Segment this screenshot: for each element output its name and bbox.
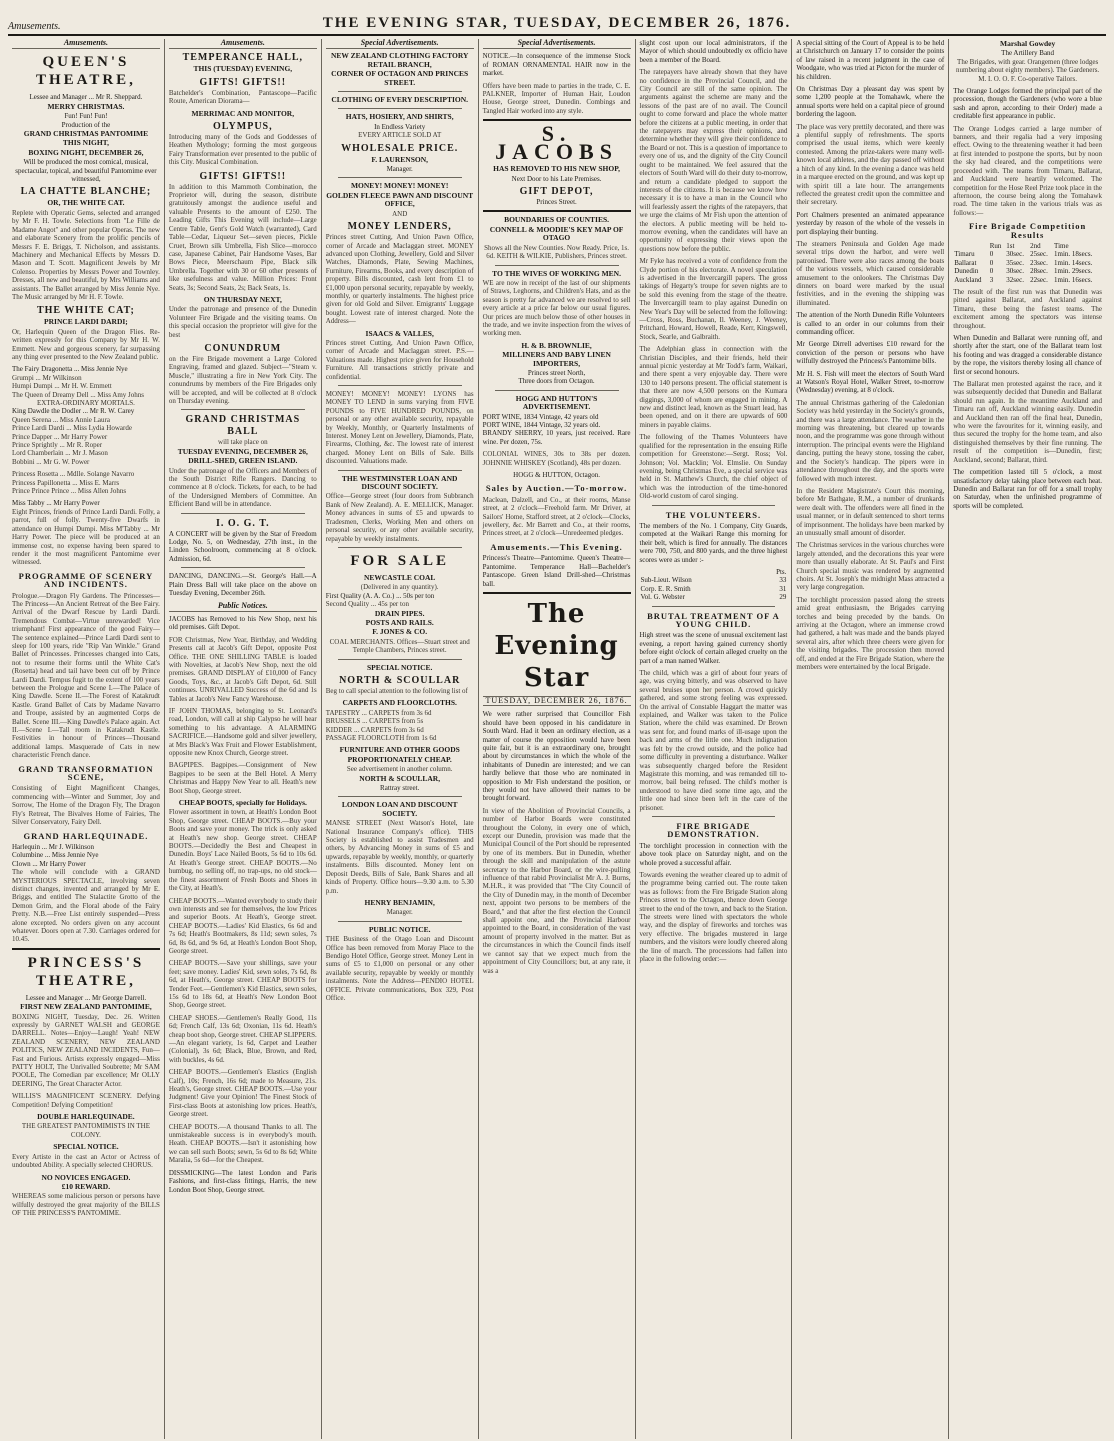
dimmick-notice: DISSMICKING—The latest London and Paris Fashions, and first-class fittings, Harris, the new London Boot Shop, George street.: [168, 1168, 317, 1194]
fire-brigade-heading: FIRE BRIGADE DEMONSTRATION.: [667, 820, 760, 840]
jones-co: F. JONES & CO.: [372, 627, 428, 637]
editorial-date: TUESDAY, DECEMBER 26, 1876.: [483, 696, 631, 706]
prince-lardi: PRINCE LARDI DARDI;: [44, 317, 128, 327]
cast-king: King Dawdle the Dodler ... Mr R. W. Carey: [12, 407, 135, 416]
queens-line-6: Will be produced the most comical, musical, spectacular, topical, and beautiful Pantomime ever witnessed,: [15, 158, 157, 184]
volunteers-heading: THE VOLUNTEERS.: [665, 509, 762, 520]
port-wine-2: PORT WINE, 1844 Vintage, 32 years old.: [482, 421, 601, 429]
white-cat: THE WHITE CAT;: [36, 305, 135, 317]
table-row: Timaru 0 30sec. 25sec. 1min. 18secs.: [954, 250, 1093, 259]
col5-text-1: slight cost upon our local administrators, if the Mayor of which should undoubtedly ex officio have been a member of the Board.: [639, 39, 788, 64]
queens-line-2: Production of the: [61, 120, 111, 129]
columns: [8, 39, 1106, 1439]
money-lenders: MONEY LENDERS,: [347, 221, 452, 233]
queens-line-4: THIS NIGHT,: [62, 138, 109, 148]
column-5: slight cost upon our local administrators, if the Mayor of which should undoubtedly ex officio have been a member of the Board. The ratepayers have already shown that they have no confidence in the Provincial Council, and the City Council are still of the same opinion. The arguments against the scheme are many and the lessons of the past are of no avail. The Council ought to come forward and place the whole matter before the citizens at a public meeting, in order that the ratepayers may express their opinions, and determine whether they will give their confidence to the Board or not. This is a question of importance to every one of us, and the dignity of the City Council ought to be maintained. We feel assured that the electors of South Ward will do their duty to-morrow, and return a candidate pledged to support the interests of the citizens. It is because we know how necessary it is to have a man in the Council who will fearlessly assert the rights of the ratepayers, that we urge the claims of Mr Fish upon the attention of the electors. A public meeting will be held to-morrow evening, when the candidates will have an opportunity of expressing their views upon the questions now before the public. Mr Fyke has received a vote of confidence from the Clyde portion of his electorate. A novel speculation is advertised in the Invercargill papers. The gross takings of Hegarty's troupe for seven nights are to be sold this evening from the stage of the theatre. The Invercargill team to play against Dunedin on New Year's Day will be selected from the following:—Cross, Ross, Buchanan, Il. Weeney, J. Weeney, Pritchard, Howard, Howell, Reade, Kerr, Kingswell, Stock, Searle, and Galbraith. The Adelphian glass in connection with the Christian Disciples, and their friends, held their annual picnic yesterday at Mr Todd's farm, Waikari, and there spent a very enjoyable day. There were 130 to 140 persons present. The official statement is that there are now 4,500 persons on the Kumara diggings, 3,000 of whom are engaged in mining. A new and distinct lead, known as the Stuart lead, has been opened, and on it there are upwards of 600 miners in payable claims. The following of the Thames Volunteers have qualified for the representation in the ensuing Rifle competition for Greenstone:—Sergt. Ross; Vol. Johnson; Vol. Macklin; Vol. Elmslie. On Sunday evening, being Christmas Eve, a special service was held in St. Matthew's Church, the chief object of which was the introduction of the time-honored Old-world custom of carol singing. THE VOLUNTEERS. The members of the No. 1 Company, City Guards, competed at the Waikari Range this morning for their belt, which is fired for annually. The distances were 700, 750, and 800 yards, and the three highest scores were as under :- Pts. Sub-Lieut. Wilson 33 Corp. E. R. Smith 31 Vol. G. Webster 29 BRUTAL TREATMENT OF A YOUNG CHILD. High street was the scene of unusual excitement last evening, a report having gained currency shortly before eight o'clock of certain alleged cruelty on the part of a man named Walker. The child, which was a girl of about four years of age, was crying bitterly, and was observed to have several bruises upon her person. A crowd quickly gathered, and some strong feeling was expressed. On the arrival of Constable Haggart the matter was explained, and Walker was taken to the Police Station, where the child was examined. Dr Brown was sent for, and found marks of ill-usage upon the back and arms of the little one. Much indignation was felt by the crowd outside, and the police had some difficulty in preventing a disturbance. Walker was subsequently charged before the Resident Magistrate this morning, and was remanded till to-morrow, bail being refused. The child's mother is understood to have died some time ago, and the little one had since been left in the care of the prisoner. FIRE BRIGADE DEMONSTRATION. The torchlight procession in connection with the above took place on Saturday night, and on the whole proved a successful affair. Towards evening the weather cleared up to admit of the programme being carried out. The route taken was as follows: from the Fire Brigade Station along Princes street to the Octagon, thence down George street to the end of the town, and back to the Station. The streets were lined with spectators the whole way, and the display of fireworks and torches was very effective. The brigades mustered in large numbers, and the visitors were loudly cheered along the line of march. The processions had fallen into place in the following order:—: [636, 39, 793, 1439]
london-loan: LONDON LOAN AND DISCOUNT SOCIETY.: [341, 800, 458, 818]
artillery-band: The Artillery Band: [1001, 49, 1055, 58]
col6-text-6: Mr H. S. Fish will meet the electors of South Ward at Watson's Royal Hotel, Walker Street, to-morrow (Wednesday) evening, at 8 o'clock.: [796, 369, 945, 395]
laurenson: F. LAURENSON,: [371, 154, 428, 164]
olympus: OLYMPUS,: [213, 121, 273, 133]
christmas-ball-title: GRAND CHRISTMAS BALL: [185, 414, 301, 438]
column-1: Amusements. QUEEN'S THEATRE, Lessee and Manager ... Mr R. Sheppard. MERRY CHRISTMAS. Fun! Fun! Fun! Production of the GRAND CHRISTMAS PANTOMIME THIS NIGHT, BOXING NIGHT, DECEMBER 26, Will be produced the most comical, musical, spectacular, topical, and beautiful Pantomime ever witnessed, LA CHATTE BLANCHE; OR, THE WHITE CAT. Replete with Operatic Gems, selected and arranged by Mr F. H. Towle. Selections from "Le Fille de Madame Angot" and other popular Operas. The new and elaborate Scenery from the prolific pencils of Messrs F. E. Briggs, T. Nicholson, and assistants. Machinery and Mechanical Effects by Messrs D. Mason and T. Scott. Magnificent Jewels by Mr Colenso. Properties by Messrs Power and Townley. Dresses, all new and beautiful, by Mrs Williams and assistants. The Ballet arranged by Miss Jennie Nye. The Music arranged by Mr H. F. Towle. THE WHITE CAT; PRINCE LARDI DARDI; Or, Harlequin Queen of the Dragon Flies. Re-written expressly for this Company by Mr H. W. Emmett. New and gorgeous scenery, far surpassing any thing ever presented to the New Zealand public. The Fairy Dragonetta ... Miss Jennie Nye Grumpi ... Mr Wilkinson Humpi Dumpi ... Mr H. W. Emmett The Queen of Dreamy Dell ... Miss Amy Johns EXTRA-ORDINARY MORTALS. King Dawdle the Dodler ... Mr R. W. Carey Queen Serena ... Miss Annie Laura Prince Lardi Dardi ... Miss Lydia Howarde Prince Dapper ... Mr Harry Power Prince Sprightly ... Mr R. Roper Lord Chamberlain ... Mr J. Mason Bobbini ... Mr G. W. Power Princess Rosetta ... Mdlle. Solange Navarro Princess Papillonetta ... Miss E. Marrs Prince Prince Prince ... Miss Allen Johns Miss Tabby ... Mr Harry Power Eight Princes, friends of Prince Lardi Dardi. Folly, a parrot, full of folly. Twenty-five Dwarfs in attendance on Humpi Dumpi. Miss M'Tabby ... Mr Harry Power. The piece will be produced at an immense cost, no expense having been spared to render it the most magnificent Pantomime ever witnessed. PROGRAMME OF SCENERY AND INCIDENTS. Prologue.—Dragon Fly Gardens. The Princesses—The Princess—An Ancient Retreat of the Bee Fairy. Arrival of the Dwarf Rescue by Lardi Dardi. Tremendous Combat—Virtue unrewarded! Vice triumphant! First appearance of the good Fairy—The sentence explained—Prince Lardi Dardi sent to sleep for 100 years, ride "Rip Van Winkle." Grand Ballet of Princesses. Princesses changed into Cats, not to resume their forms until the White Cat's (Rosetta) head and tail have been cut off by Prince Lardi Dardi. Tempus fugit to the extent of 100 years between the Prologue and Scene I.—The Palace of King Dawdle. Scene II.—The Forest of Katakrudt Kastle. Grand Ballet of Cats by Madame Navarro and Troupe, assisted by an augmented Corps de Ballet. Scene III.—King Dawdle's Palace again. Act II.—Scene I.—Tall room in Katakrudt Kastle. Festivities in honour of Princes—Thousand additional lamps. Masquerade of Cats in new characteristic French dance. GRAND TRANSFORMATION SCENE, Consisting of Eight Magnificent Changes, commencing with—Winter and Summer, Joy and Sorrow, The Home of the Dragon Fly, The Dragon Fly's Retreat, The Bivalves Home of Fairies, The Silver Conservatory, Fairy Dell. GRAND HARLEQUINADE. Harlequin ... Mr J. Wilkinson Columbine ... Miss Jennie Nye Clown ... Mr Harry Power The whole will conclude with a GRAND MYSTERIOUS SPECTACLE, involving seven distinct changes, invented and arranged by Mr E. Briggs, and entitled The Stalactite Grotto of the Demon Grim, and the Floral abode of the Fairy Pretty. N.B.—Free List entirely suspended—Press alone excepted. No orders given on any account whatever. Doors open at 7.30. Carriages ordered for 10.45. PRINCESS'S THEATRE, Lessee and Manager ... Mr George Darrell. FIRST NEW ZEALAND PANTOMIME, BOXING NIGHT, Tuesday, Dec. 26. Written expressly by GARNET WALSH and GEORGE DARRELL. Notes—Enjoy—Laugh! Yeah! NEW ZEALAND SCENERY, NEW ZEALAND POLITICS, NEW ZEALAND INCIDENTS, Fun—Fast and Furious. Artists expressly engaged—Miss PATTY HOLT, The Unrivalled Soubrette; Mr SAM POOLE, The Comedian par excellence; Mr OLLY DEERING, The Great Character Actor. WILLIS'S MAGNIFICENT SCENERY. Defying Competition! Defying Competition! DOUBLE HARLEQUINADE. THE GREATEST PANTOMIMISTS IN THE COLONY. SPECIAL NOTICE. Every Artiste in the cast an Actor or Actress of undoubted Ability. A specially selected CHORUS. NO NOVICES ENGAGED. £10 REWARD. WHEREAS some malicious person or persons have wilfully destroyed the great majority of the BILLS OF THE PRINCESS'S PANTOMIME.: [8, 39, 165, 1439]
henry-benjamin: HENRY BENJAMIN,: [364, 897, 435, 907]
endless-variety: In Endless Variety: [374, 122, 426, 131]
coal-price: First Quality (A. A. Co.) ... 50s per ton: [325, 591, 435, 600]
iogt-heading: I. O. G. T.: [215, 517, 270, 529]
column-heading: Special Advertisements.: [326, 39, 474, 49]
gifts-heading: GIFTS! GIFTS!!: [199, 76, 287, 88]
col6-text-2: On Christmas Day a pleasant day was spent by some 1,200 people at the Tomahawk, where the annual sports were held on a capital piece of ground bordering the lagoon.: [796, 85, 945, 119]
posts-rails: POSTS AND RAILS.: [365, 617, 434, 627]
for-sale: FOR SALE: [350, 552, 449, 569]
brutal-heading: BRUTAL TREATMENT OF A YOUNG CHILD.: [647, 610, 780, 629]
masthead-title: THE EVENING STAR, TUESDAY, DECEMBER 26, 1876.: [322, 15, 792, 31]
westminster: THE WESTMINSTER LOAN AND DISCOUNT SOCIETY.: [341, 473, 458, 492]
nz-clothing-factory: NEW ZEALAND CLOTHING FACTORY RETAIL BRANCH,: [330, 51, 469, 69]
cast-harlequin: Harlequin ... Mr J. Wilkinson: [12, 842, 95, 851]
princess-theatre-title: PRINCESS'S THEATRE,: [27, 954, 145, 989]
boundaries-heading: BOUNDARIES OF COUNTIES.: [504, 215, 610, 225]
clothing-corner: CORNER OF OCTAGON AND PRINCES STREET.: [331, 69, 469, 87]
panto-subtitle: OR, THE WHITE CAT.: [47, 198, 125, 208]
queens-theatre-title: QUEEN'S THEATRE,: [35, 54, 136, 89]
hair-notice: NOTICE.—In consequence of the immense Stock of ROMAN ORNAMENTAL HAIR now in the market.: [482, 52, 631, 78]
score-row: Sub-Lieut. Wilson 33: [640, 576, 787, 585]
cast-columbine: Columbine ... Miss Jennie Nye: [12, 851, 99, 860]
table-row: Auckland 3 32sec. 22sec. 1min. 16secs.: [954, 275, 1093, 284]
wholesale-price: WHOLESALE PRICE.: [341, 142, 459, 154]
princes-street: Princes Street.: [536, 198, 577, 207]
pts-header: Pts.: [776, 567, 787, 576]
cast-fairy: The Fairy Dragonetta ... Miss Jennie Nye: [12, 365, 128, 374]
carpets-floorcloths: CARPETS AND FLOORCLOTHS.: [342, 698, 457, 708]
jacobs-removed: HAS REMOVED TO HIS NEW SHOP,: [493, 164, 620, 174]
rattray-street: Rattray street.: [380, 784, 420, 793]
column-4: Special Advertisements. NOTICE.—In consequence of the immense Stock of ROMAN ORNAMENTAL HAIR now in the market. Offers have been made to parties in the trade, C. E. PALKNER, Importer of Human Hair, Loudon House, George street, Dunedin. Combings and Tangled Hair worked into any style. S. JACOBS HAS REMOVED TO HIS NEW SHOP, Next Door to his Late Premises. GIFT DEPOT, Princes Street. BOUNDARIES OF COUNTIES. CONNELL & MOODIE'S KEY MAP OF OTAGO Shows all the New Counties. Now Ready. Price, 1s. 6d. KEITH & WILKIE, Publishers, Princes street. TO THE WIVES OF WORKING MEN. WE are now in receipt of the last of our shipments of Straws, Leghorns, and Children's Hats, and as the season is pretty far advanced we are resolved to sell every article at a price far below our usual figures. Our prices are much below those of other houses in the trade, and we invite inspection from the wives of working men. H. & B. BROWNLIE, MILLINERS AND BABY LINEN IMPORTERS, Princes street North, Three doors from Octagon. HOGG AND HUTTON'S ADVERTISEMENT. PORT WINE, 1834 Vintage, 42 years old PORT WINE, 1844 Vintage, 32 years old. BRANDY SHERRY, 10 years, just received. Rare wine. Per dozen, 75s. COLONIAL WINES, 30s to 38s per dozen. JOHNNIE WHISKEY (Scotland), 48s per dozen. HOGG & HUTTON, Octagon. Sales by Auction.—To-morrow. Maclean, Dalzell, and Co., at their rooms, Manse street, at 2 o'clock—Freehold farm. Mr Driver, at Sailors' Home, Stafford street, at 2 o'clock—Clocks, jewellery, &c. Mr Barrett and Co., at their rooms, Princes street, at 2 o'clock—Unredeemed pledges. Amusements.—This Evening. Princess's Theatre—Pantomime. Queen's Theatre—Pantomime. Temperance Hall—Bachelder's Pantascope. Green Island Drill-shed—Christmas ball. The Evening Star TUESDAY, DECEMBER 26, 1876. We were rather surprised that Councillor Fish should have been opposed in his candidature in South Ward. Had it been an ordinary election, as a matter of course the opposition would have been quite fair, but it is an extraordinary one, brought about by circumstances in which the whole of the inhabitants of Dunedin are interested; and we can hardly believe that those who are nominated in opposition to Mr Fish understand the position, or they would not have allowed their names to be brought forward. In view of the Abolition of Provincial Councils, a number of Harbor Boards were constituted throughout the Colony, in every one of which, except our Dunedin, provision was made that the Municipal Council of the Port should be represented by one of its members. But in Dunedin, whether through the skill and manipulation of the astute secretary to the Harbor Board, or the wire-pulling influence of that rabid Provincialist Mr A. J. Burns, M.H.R., it was provided that "The City Council of the City of Dunedin may, in the month of December next, appoint two persons to be members of the Board," and that after the first election the Council shall appoint one, and the Provincial Harbour appointed to the Board, in consideration of the vast amount of property involved in the matter. But as the circumstances in which the Council finds itself we cannot say that we expect much from the appointment of City Councillors; but, at any rate, it was a: [479, 39, 636, 1439]
column-3: Special Advertisements. NEW ZEALAND CLOTHING FACTORY RETAIL BRANCH, CORNER OF OCTAGON AND PRINCES STREET. CLOTHING OF EVERY DESCRIPTION. HATS, HOSIERY, AND SHIRTS, In Endless Variety EVERY ARTICLE SOLD AT WHOLESALE PRICE. F. LAURENSON, Manager. MONEY! MONEY! MONEY! GOLDEN FLEECE PAWN AND DISCOUNT OFFICE, AND MONEY LENDERS, Princes street Cutting, And Union Pawn Office, corner of Arcade and Maclaggan street. MONEY advanced upon Clothing, Jewellery, Gold and Silver Watches, Diamonds, Plate, Sewing Machines, Furniture, Firearms, Books, and every description of property. Bills discounted, cash lent from £1 to £1,000 upon personal security, repayable by weekly, monthly, or quarterly instalments. The highest price given for old Gold and Silver. Emigrants' Luggage bought. Lowest rate of interest charged. Note the Address— ISAACS & VALLES, Princes street Cutting, And Union Pawn Office, corner of Arcade and Maclaggan street. P.S.—Valuations made. Highest price given for Household Furniture. All transactions strictly private and confidential. MONEY! MONEY! MONEY! LYONS has MONEY TO LEND in sums varying from FIVE POUNDS to FIVE HUNDRED POUNDS, on personal or any other available security, repayable by Weekly, Monthly, or Quarterly Instalments of Interest. Money Lent on Jewellery, Diamonds, Plate, Firearms, Clothing, &c. The lowest rate of interest charged. Money Lent on Bills of Sale. Bills discounted. Valuations made. THE WESTMINSTER LOAN AND DISCOUNT SOCIETY. Office—George street (four doors from Subbranch Bank of New Zealand). A. E. MELLICK, Manager. Money advances in sums of £5 and upwards to Tradesmen, Clerks, Working Men and others on personal security, or any other available security, repayable by weekly instalments. FOR SALE NEWCASTLE COAL (Delivered in any quantity). First Quality (A. A. Co.) ... 50s per ton Second Quality ... 45s per ton DRAIN PIPES. POSTS AND RAILS. F. JONES & CO. COAL MERCHANTS. Offices—Stuart street and Temple Chambers, Princes street. SPECIAL NOTICE. NORTH & SCOULLAR Beg to call special attention to the following list of CARPETS AND FLOORCLOTHS. TAPESTRY ... CARPETS from 3s 6d BRUSSELS ... CARPETS from 5s KIDDER ... CARPETS from 3s 6d PASSAGE FLOORCLOTH from 1s 6d FURNITURE AND OTHER GOODS PROPORTIONATELY CHEAP. See advertisement in another column. NORTH & SCOULLAR, Rattray street. LONDON LOAN AND DISCOUNT SOCIETY. MANSE STREET (Next Watson's Hotel, late National Insurance Company's office). THIS Society is established to assist Tradesmen and others, by Advancing Money in sums of £5 and upwards, repayable by weekly, monthly, or quarterly instalments. Bills discounted. Money lent on Deposit Deeds, Bills of Sale, Bank Shares and all kinds of Property. Office hours—9.30 a.m. to 5.30 p.m. HENRY BENJAMIN, Manager. PUBLIC NOTICE. THE Business of the Otago Loan and Discount Office has been removed from Moray Place to the Bendigo Hotel Office, George street. Money Lent in sums of £5 to £1,000 on personal or any other available security, repayable by weekly or monthly instalments. Note the Address—PENDIO HOTEL OFFICE. Private communications, Box 329, Post Office.: [322, 39, 479, 1439]
temperance-hall-title: TEMPERANCE HALL,: [182, 52, 304, 64]
volunteers-text: The members of the No. 1 Company, City Guards, competed at the Waikari Range this morning for their belt, which is fired for annually. The distances were 700, 750, and 800 yards, and the three highest scores were as under :-: [639, 521, 788, 564]
public-notice: PUBLIC NOTICE.: [368, 924, 431, 934]
masthead: [8, 8, 1106, 36]
concert-notice: A CONCERT will be given by the Star of Freedom Lodge, No. 5, on Wednesday, 27th inst., in the Linden Schoolroom, commencing at 8 o'clock. Admission, 6d.: [168, 529, 317, 563]
panto-title: LA CHATTE BLANCHE;: [20, 186, 152, 198]
auction-heading: Sales by Auction.—To-morrow.: [485, 483, 628, 494]
queens-line-1: Fun! Fun! Fun!: [64, 112, 108, 121]
queens-line-5: BOXING NIGHT, DECEMBER 26,: [28, 147, 144, 157]
col7-text-2: When Dunedin and Ballarat were running off, and shortly after the start, one of the Ballarat team lost his footing and was dragged a considerable distance by the rope, the visitors thereby losing all chance of first or second honours.: [953, 334, 1102, 376]
drill-shed: DRILL-SHED, GREEN ISLAND.: [188, 456, 298, 466]
gift-depot: GIFT DEPOT,: [519, 186, 594, 198]
column-2: Amusements. TEMPERANCE HALL, THIS (TUESDAY) EVENING, GIFTS! GIFTS!! Batchelder's Combination, Pantascope—Pacific Route, American Diorama— MERRIMAC AND MONITOR, OLYMPUS, Introducing many of the Gods and Goddesses of Heathen Mythology; forming the most gorgeous Fairy Transformation ever presented to the public of this City. Musical Combination. GIFTS! GIFTS!! In addition to this Mammoth Combination, the Proprietor will, during the season, distribute gratuitously amongst the audience useful and valuable Presents to the amount of £250. The Leading Gifts This Evening will include—Large Centre Table, Gent's Gold Watch (warranted), Card Table—Cedar, Liqueur Set—seven pieces, Pickle Cruet, Brown silk Umbrella, Fish Slice—morocco case, Japanese Cabinet, Pair Handsome Vases, Bar Bows Piece, Meerschaum Pipe, Black silk Umbrella. Together with 30 or 60 other presents of like usefulness and value. Million Prices: Front Seats, 3s; Second Seats, 2s; Back Seats, 1s. ON THURSDAY NEXT, Under the patronage and presence of the Dunedin Volunteer Fire Brigade and the visiting teams. On this special occasion the proprietor will give for the best CONUNDRUM on the Fire Brigade movement a Large Colored Engraving, framed and glazed. Subject—"Steam v. Muscle," illustrating a fire in New York City. The conundrums by members of the Fire Brigades only will be accepted, and will be collected at 8 o'clock on Thursday evening. GRAND CHRISTMAS BALL will take place on TUESDAY EVENING, DECEMBER 26, DRILL-SHED, GREEN ISLAND. Under the patronage of the Officers and Members of the South District Rifle Rangers. Dancing to commence at 8 o'clock. Tickets, for each, to be had of the Undersigned Members of Committee. An Efficient Band will be in attendance. I. O. G. T. A CONCERT will be given by the Star of Freedom Lodge, No. 5, on Wednesday, 27th inst., in the Linden Schoolroom, commencing at 8 o'clock. Admission, 6d. DANCING, DANCING.—St. George's Hall.—A Plain Dress Ball will take place on the above on Tuesday Evening, December 26th. Public Notices. JACOBS has Removed to his New Shop, next his old premises. Gift Depot. FOR Christmas, New Year, Birthday, and Wedding Presents call at Jacob's Gift Depot, opposite Post Office. THE ONE SHILLING TABLE is loaded with Novelties, at Jacob's New Shop, next the old premises. GRAND DISPLAY of £10,000 of Fancy Goods, Toys, &c., at Jacob's Gift Depot, 6d. Still continues. UNRIVALLED Success of the 6d and 1s Tables at Jacob's New Fancy Warehouse. IF JOHN THOMAS, belonging to St. Leonard's road, London, will call at ship Calypso he will hear something to his advantage. A ALARMING SACRIFICE.—Handsome gold and silver jewellery, at Mrs Black's Wax Fruit and Flower Establishment, opposite new Knox Church, George street. BAGPIPES. Bagpipes.—Consignment of New Bagpipes to be seen at the Bell Hotel. A Merry Christmas and Happy New Year to all. Heath's new Boot Shop, George street. CHEAP BOOTS, specially for Holidays. Flower assortment in town, at Heath's London Boot Shop, George street. CHEAP BOOTS.—Buy your Boots and save your money. The trick is only asked at Heath's new shop. George street. CHEAP BOOTS.—Decidedly the Best and Cheapest in Dunedin. Boys' Lace Nailed Boots, 5s 6d to 10s 6d. At Heath's George street. CHEAP BOOTS.—No humbug, no selling off, no trap-ups, no old stock—the finest assortment of Fresh Boots and Shoes in the City, at Heath's. CHEAP BOOTS.—Wanted everybody to study their own interests and see for themselves, the low Prices and superior Boots. At Heath's, George street. CHEAP BOOTS.—Ladies' Kid Elastics, 6s 6d and 7s 6d; Heath's Bootmakers, 8s 11d; sewn soles, 7s 6d, 8s 6d, and 9s 6d, at Heath's London Boot Shop, George street. CHEAP BOOTS.—Save your shillings, save your feet; save money. Ladies' Kid, sewn soles, 7s 6d, 8s 6d, at Heath's, George street. CHEAP BOOTS for Tender Feet.—Gentlemen's Kid Elastics, sewn soles, 15s 6d to 18s 6d, at Heath's New London Boot Shop, George street. CHEAP SHOES.—Gentlemen's Really Good, 11s 6d; French Calf, 13s 6d; Oxonian, 11s 6d. Heath's cheap boot shop, George street. CHEAP SLIPPERS.—An elegant variety, 1s 6d, Carpet and Leather (Colonial), 3s 6d; Black, Blue, Brown, and Red, with buckles, 4s 6d. CHEAP BOOTS.—Gentlemen's Elastics (English Calf), 10s; French, 16s 6d; made to Measure, 21s. Heath's, George street. CHEAP BOOTS.—Use your Judgment! Give your Opinion! The Finest Stock of First-class Boots at astonishing low prices. Heath's, George street. CHEAP BOOTS.—A thousand Thanks to all. The unmistakeable success is in everybody's mouth. Heath. CHEAP BOOTS.—Isn't it astonishing how we can sell such Boots; sewn, 5s 6d to 8s 6d; White Maralia, 5s 6d—for the Cheapest. DISSMICKING—The latest London and Paris Fashions, and first-class fittings, Harris, the new London Boot Shop, George street.: [165, 39, 322, 1439]
results-heading: Fire Brigade Competition Results: [968, 221, 1087, 240]
brigade-results-table: [953, 242, 1102, 284]
public-notices-heading: Public Notices.: [169, 602, 317, 612]
queens-lessee: Lessee and Manager ... Mr R. Sheppard.: [29, 93, 143, 102]
column-heading: Amusements.: [169, 39, 317, 49]
brownlie: H. & B. BROWNLIE,: [521, 340, 592, 350]
harlequinade-heading: GRAND HARLEQUINADE.: [23, 830, 149, 841]
hats-heading: HATS, HOSIERY, AND SHIRTS,: [345, 112, 454, 122]
col6-text-5: Mr George Dirrell advertises £10 reward for the conviction of the person or persons who have wilfully destroyed the Princess's Pantomime bills.: [796, 340, 945, 366]
evening-star-title: The Evening Star: [494, 598, 619, 693]
marshal: Marshal Gowdey: [1000, 39, 1056, 48]
drain-pipes: DRAIN PIPES.: [374, 608, 425, 618]
special-notice-3: SPECIAL NOTICE.: [366, 662, 433, 672]
laurenson-manager: Manager.: [386, 165, 413, 174]
wives-heading: TO THE WIVES OF WORKING MEN.: [492, 268, 621, 278]
col7-text-3: The competition lasted till 5 o'clock, a most unsatisfactory delay taking place between each heat. Dunedin and Ballarat ran for off for a small trophy on Saturday, when the unfinished programme of sports will be completed.: [953, 468, 1102, 510]
brutal-text: High street was the scene of unusual excitement last evening, a report having gained currency shortly before eight o'clock of certain alleged cruelty on the part of a man named Walker.: [639, 631, 788, 665]
gifts-heading-2: GIFTS! GIFTS!!: [199, 170, 287, 182]
connell-map: CONNELL & MOODIE'S KEY MAP OF OTAGO: [489, 224, 624, 243]
volunteer-scores: [640, 568, 788, 602]
col6-text-3: Port Chalmers presented an animated appearance yesterday by reason of the whole of the vessels in port displaying their bunting.: [796, 210, 945, 236]
thursday-next: ON THURSDAY NEXT,: [203, 294, 282, 304]
programme-heading: PROGRAMME OF SCENERY AND INCIDENTS.: [18, 570, 154, 590]
temperance-subtitle: THIS (TUESDAY) EVENING,: [193, 64, 293, 74]
column-7: Marshal Gowdey The Artillery Band The Brigades, with gear. Orangemen (three lodges numbering about eighty members). The Gardeners. M. I. O. O. F. Co-operative Tailors. The Orange Lodges formed the principal part of the procession, though the Gardeners (who wore a blue sash and apron, according to their Order) made a creditable first appearance in public. The Orange Lodges carried a large number of banners, and their regalia had a very imposing effect. Owing to the threatening weather it had been at first intended to postpone the sports, but by noon the sky had cleared, and the competitions were proceeded with. The teams from Timaru, Ballarat, and Auckland were heartily welcomed. The competition for the Hose Reel Prize took place in the afternoon, the course being along the Tomahawk road. The time taken in the various trials was as follows:— Fire Brigade Competition Results Run 1st 2nd Time Timaru 0 30sec. 25sec. 1min. 18secs. Ballarat 0 35sec. 23sec. 1min. 14secs. Dunedin 0 30sec. 28sec. 1min. 29secs. Auckland 3 32sec. 22sec. 1min. 16secs. The result of the first run was that Dunedin was pitted against Ballarat, and Auckland against Timaru, these being the fastest teams. The excitement among the spectators was intense throughout. When Dunedin and Ballarat were running off, and shortly after the start, one of the Ballarat team lost his footing and was dragged a considerable distance by the rope, the visitors thereby losing all chance of first or second honours. The Ballarat men protested against the race, and it was subsequently decided that Dunedin and Ballarat should run again. In the meantime Auckland and Timaru ran off, Auckland winning easily. Dunedin and Auckland then ran off the final heat, Dunedin, who were the favourites for it, winning easily, and thus secured the trophy for the home team, and also distinguished themselves by their fine running. The result of the competition is—Dunedin, first; Auckland, second; Ballarat, third. The competition lasted till 5 o'clock, a most unsatisfactory delay taking place between each heat. Dunedin and Ballarat ran for off for a small trophy on Saturday, when the unfinished programme of sports will be completed.: [953, 39, 1102, 510]
port-wine-1: PORT WINE, 1834 Vintage, 42 years old: [482, 412, 599, 421]
furniture: FURNITURE AND OTHER GOODS: [339, 745, 460, 755]
ball-date: TUESDAY EVENING, DECEMBER 26,: [177, 446, 308, 456]
three-doors: Three doors from Octagon.: [518, 377, 595, 386]
column-heading: Special Advertisements.: [483, 39, 631, 49]
col6-text-4: The attention of the North Dunedin Rifle Volunteers is called to an order in our columns from their commanding officer.: [796, 311, 945, 336]
double-harlequinade: DOUBLE HARLEQUINADE.: [37, 1112, 135, 1122]
queens-line-3: GRAND CHRISTMAS PANTOMIME: [23, 129, 149, 139]
north-scoullar: NORTH & SCOULLAR: [339, 674, 461, 686]
transformation-heading: GRAND TRANSFORMATION SCENE,: [18, 763, 154, 783]
dancing-notice: DANCING, DANCING.—St. George's Hall.—A Plain Dress Ball will take place on the above on Tuesday Evening, December 26th.: [168, 572, 317, 598]
results-header-row: Run 1st 2nd Time: [989, 241, 1069, 250]
first-nz-pantomime: FIRST NEW ZEALAND PANTOMIME,: [20, 1002, 152, 1012]
editorial-text: We were rather surprised that Councillor Fish should have been opposed in his candidature in South Ward. Had it been an ordinary election, as a matter of course the opposition would have been quite fair, but it is an extraordinary one, brought about by circumstances in which the whole of the inhabitants of Dunedin are interested; and we can hardly believe that those who are nominated in opposition to Mr Fish understand the position, or they would not have allowed their names to be brought forward.: [482, 710, 631, 803]
conundrum: CONUNDRUM: [204, 342, 282, 354]
jacobs-notice: JACOBS has Removed to his New Shop, next his old premises. Gift Depot.: [168, 614, 317, 632]
cast-tabby: Miss Tabby ... Mr Harry Power: [12, 499, 100, 508]
golden-fleece: GOLDEN FLEECE PAWN AND DISCOUNT OFFICE,: [326, 190, 474, 209]
reward: £10 REWARD.: [61, 1181, 111, 1191]
isaacs-valles: ISAACS & VALLES,: [365, 328, 434, 338]
hogg-hutton-heading: HOGG AND HUTTON'S ADVERTISEMENT.: [515, 393, 598, 412]
score-row: Corp. E. R. Smith 31: [640, 584, 787, 593]
no-novices: NO NOVICES ENGAGED.: [41, 1172, 131, 1182]
column-6: A special sitting of the Court of Appeal is to be held at Christchurch on January 17 to consider the points of law raised in a recent judgment in the case of Woodgate, who was tried at Picton for the murder of his children. On Christmas Day a pleasant day was spent by some 1,200 people at the Tomahawk, where the annual sports were held on a capital piece of ground bordering the lagoon. The place was very prettily decorated, and there was a plentiful supply of refreshments. The sports comprised the usual items, which were keenly contested. Among the prize-takers were many well-known local athletes, and the day passed off without a hitch of any kind. In the evening a dance was held in a marquee erected on the ground, and was kept up with spirit till a late hour. The arrangements reflected the greatest credit upon the committee and their secretary. Port Chalmers presented an animated appearance yesterday by reason of the whole of the vessels in port displaying their bunting. The steamers Peninsula and Golden Age made several trips down the harbor, and were well patronised. There were also races among the boats of the various vessels, which caused considerable amusement to the onlookers. The Christmas Day dinners on board were marked by the usual festivities, and in the evening the shipping was illuminated. The attention of the North Dunedin Rifle Volunteers is called to an order in our columns from their commanding officer. Mr George Dirrell advertises £10 reward for the conviction of the person or persons who have wilfully destroyed the Princess's Pantomime bills. Mr H. S. Fish will meet the electors of South Ward at Watson's Royal Hotel, Walker Street, to-morrow (Wednesday) evening, at 8 o'clock. The annual Christmas gathering of the Caledonian Society was held yesterday in the Society's grounds, and there was a large attendance. The weather in the morning was threatening, but cleared up towards noon, and the programme was gone through without interruption. The principal events were the Highland dancing, putting the heavy stone, tossing the caber, and the Society's handicap. The pipers were in attendance throughout the day, and the sports were followed with much interest. In the Resident Magistrate's Court this morning, before Mr Bathgate, R.M., a number of drunkards were dealt with. The offenders were all fined in the usual manner, or in default sentenced to short terms of imprisonment. The holidays have been marked by an unusually small amount of disorder. The Christmas services in the various churches were largely attended, and the decorations this year were more than usually elaborate. At St. Paul's and First Church special music was rendered by augmented choirs. At St. Joseph's the midnight Mass attracted a very large congregation. The torchlight procession passed along the streets amid great enthusiasm, the Brigades carrying torches and being preceded by the bands. On arriving at the Octagon, where an immense crowd had gathered, a halt was made and the bands played several airs, after which three cheers were given for the visiting brigades. The procession then moved off, and ended at the Fire Brigade Station, where the members were entertained by the local Brigade.: [792, 39, 949, 1439]
money-heading: MONEY! MONEY! MONEY!: [350, 181, 449, 191]
milliners: MILLINERS AND BABY LINEN IMPORTERS,: [502, 350, 611, 368]
cast-clown: Clown ... Mr Harry Power: [12, 859, 86, 868]
queens-line-0: MERRY CHRISTMAS.: [47, 101, 125, 111]
cheap-boots: CHEAP BOOTS, specially for Holidays.: [178, 798, 307, 808]
table-row: Dunedin 0 30sec. 28sec. 1min. 29secs.: [954, 267, 1093, 276]
column-heading: Amusements.: [12, 39, 160, 49]
next-door: Next Door to his Late Premises.: [511, 174, 602, 183]
amusements-heading: Amusements.—This Evening.: [490, 541, 623, 552]
col7-text-1: The Orange Lodges formed the principal part of the procession, though the Gardeners (who wore a blue sash and apron, according to their Order) made a creditable first appearance in public.: [953, 87, 1102, 121]
merrimac-monitor: MERRIMAC AND MONITOR,: [191, 108, 295, 118]
hogg-signature: HOGG & HUTTON, Octagon.: [513, 471, 600, 480]
brandy-sherry: BRANDY SHERRY, 10 years, just received. Rare wine. Per dozen, 75s.: [482, 429, 631, 446]
proportionately-cheap: PROPORTIONATELY CHEAP.: [347, 754, 452, 764]
princess-lessee: Lessee and Manager ... Mr George Darrell.: [25, 993, 147, 1002]
score-row: Vol. G. Webster 29: [640, 593, 787, 602]
amusements-list: Princess's Theatre—Pantomime. Queen's Theatre—Pantomime. Temperance Hall—Bachelder's Pantascope. Green Island Drill-shed—Christmas ball.: [482, 554, 631, 588]
jacobs-heading: S. JACOBS: [495, 121, 618, 165]
newcastle-coal: NEWCASTLE COAL: [363, 572, 436, 582]
fire-brigade-text: The torchlight procession in connection with the above took place on Saturday night, and on the whole proved a successful affair.: [639, 841, 788, 867]
table-row: Ballarat 0 35sec. 23sec. 1min. 14secs.: [954, 258, 1093, 267]
special-notice: SPECIAL NOTICE.: [53, 1142, 119, 1152]
clothing-heading: CLOTHING OF EVERY DESCRIPTION.: [331, 95, 469, 105]
masthead-left: Amusements.: [8, 21, 61, 32]
col6-text-1: A special sitting of the Court of Appeal is to be held at Christchurch on January 17 to consider the points of law raised in a recent judgment in the case of Woodgate, who was tried at Picton for the murder of his children.: [796, 39, 945, 81]
princes-street-north: Princes street North,: [527, 368, 586, 377]
